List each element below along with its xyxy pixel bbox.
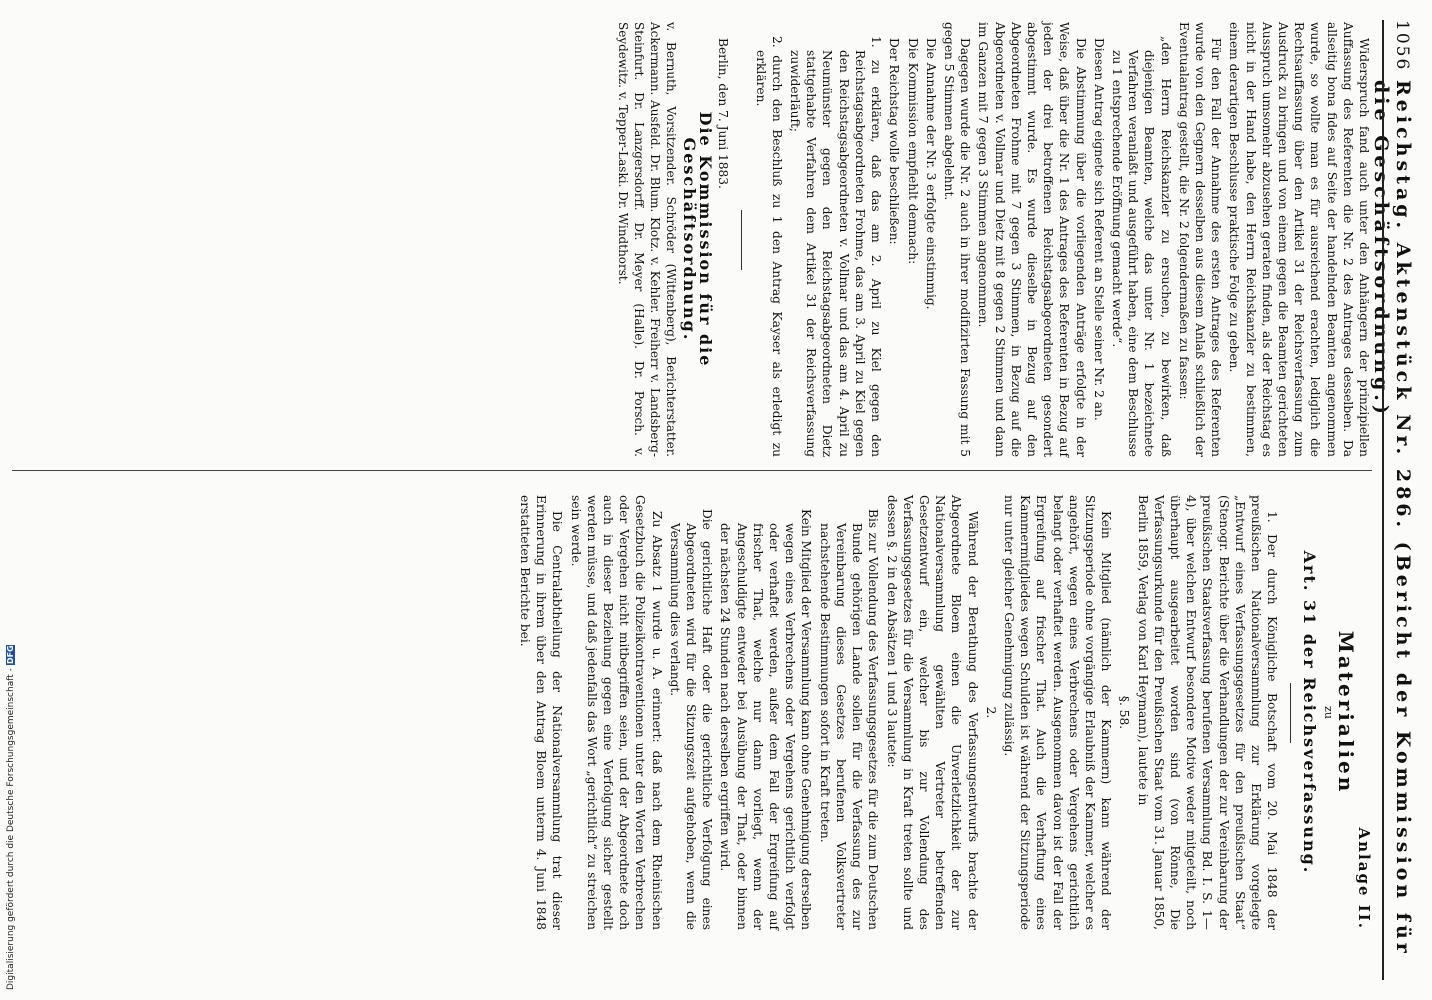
article-heading: Art. 31 der Reichsverfassung.	[1300, 550, 1320, 875]
left-column	[613, 22, 1372, 457]
commission-title: Die Kommission für die Geschäftsordnung.	[680, 111, 716, 368]
signatures: v. Bernuth, Vorsitzender. Schröder (Wittenberg), Berichterstatter. Ackermann. Ausfeld. Dr. Blum. Klotz. v. Kehler. Freiherr v. Landsberg-Steinfurt. Dr. Lanzgersdorff. Dr. Meyer (Halle). Dr. Porsch. v. Seydewitz. v. Tepper-Laski. Dr. Windthorst.	[615, 22, 678, 457]
body-paragraph: Die Abstimmung über die vorliegenden Anträge erfolgte in der Weise, daß über die Nr. 1 des Antrages des Referenten in Bezug auf jeden der drei betroffenen Reichstagsabgeordneten gesondert abgestimmt wurde. Es wurde dieselbe in Bezug auf den Abgeordneten Frohme mit 7 gegen 3 Stimmen, in Bezug auf die Abgeordneten v. Vollmar und Dietz mit 8 gegen 2 Stimmen und dann im Ganzen mit 7 gegen 3 Stimmen angenommen.	[976, 22, 1088, 457]
body-paragraph: Dagegen wurde die Nr. 2 auch in ihrer modifizirten Fassung mit 5 gegen 5 Stimmen abgelehnt.	[941, 22, 973, 457]
dfg-logo: DFG	[6, 645, 15, 665]
body-paragraph: Widerspruch fand auch unter den Anhängern der prinzipiellen Auffassung des Referenten die Nr. 2 des Antrages desselben. Da allseitig bona fides auf Seite der handelnden Beamten angenommen wurde, so wollte man es für ausreichend erachten, lediglich die Rechtsauffassung über den Artikel 31 der Reichsverfassung zum Ausdruck zu bringen und von einem gegen die Beamten gerichteten Ausspruch umsomehr abzusehen geraten finden, als der Reichstag es nicht in der Hand habe, den Herrn Reichskanzler zu bestimmen, einem derartigen Beschlusse praktische Folge zu geben.	[1227, 22, 1371, 457]
body-paragraph: Für den Fall der Annahme des ersten Antrages des Referenten wurde von den Gegnern desselben aus diesem Anlaß schließlich der Eventualantrag gestellt, die Nr. 2 folgendermaßen zu fassen:	[1176, 22, 1224, 457]
recommendation-item: 1. zu erklären, daß das am 2. April zu Kiel gegen den Reichstagsabgeordneten Frohme, das am 3. April zu Kiel gegen den Reichstagsabgeordneten v. Vollmar und das am 4. April zu Neumünster gegen den Reichstagsabgeordneten Dietz stattgehabte Verfahren dem Artikel 31 der Reichsverfassung zuwiderläuft;	[788, 36, 884, 457]
quoted-provision: Die gerichtliche Haft oder die gerichtliche Verfolgung eines Abgeordneten wird für die Sitzungszeit aufgehoben, wenn die Versammlung dies verlangt.	[667, 509, 715, 930]
materials-heading: Materialien	[1333, 630, 1358, 795]
quoted-provision: Bis zur Vollendung des Verfassungsgesetzes für die zum Deutschen Bunde gehörigen Lande sollen für die Verfassung des zur Vereinbarung dieses Gesetzes berufenen Volksvertreter nachstehende Bestimmungen sofort in Kraft treten.	[817, 509, 881, 930]
body-paragraph: Diesen Antrag eignete sich Referent an Stelle seiner Nr. 2 an.	[1091, 38, 1106, 421]
body-paragraph: Die Centralabtheilung der Nationalversammlung trat dieser Erinnerung in ihrem über den Antrag Bloem unterm 4. Juni 1848 erstatteten Berichte bei.	[518, 495, 565, 930]
page-header	[1370, 20, 1418, 980]
date-line: Berlin, den 7. Juni 1883.	[716, 38, 731, 189]
separator-rule	[741, 210, 742, 270]
quoted-provision: Kein Mitglied der Versammlung kann ohne Genehmigung derselben wegen eines Verbrechens oder Vergehens gerichtlich verfolgt oder verhaftet werden, außer dem Fall der Ergreifung auf frischer That, welche nur dann vorliegt, wenn der Angeschuldigte entweder bei Ausübung der That, oder binnen der nächsten 24 Stunden nach derselben ergriffen wird.	[718, 509, 814, 930]
page-number: 1056	[1392, 20, 1412, 72]
quoted-motion: „den Herrn Reichskanzler zu ersuchen, zu bewirken, daß diejenigen Beamten, welche das unter Nr. 1 bezeichnete Verfahren veranlaßt und ausgeführt haben, eine dem Beschlusse zu 1 entsprechende Eröffnung gemacht werde“.	[1109, 36, 1173, 457]
body-paragraph: Während der Berathung des Verfassungsentwurfs brachte der Abgeordnete Bloem einen die Unverletzlichkeit der zur Nationalversammlung gewählten Vertreter betreffenden Gesetzentwurf ein, welcher bis zur Vollendung des Verfassungsgesetzes für die Versammlung in Kraft treten sollte und dessen §. 2 in den Absätzen 1 und 3 lautete:	[884, 495, 980, 930]
running-title: Reichstag. Aktenstück Nr. 286. (Bericht der Kommission für die Geschäftsordnung.)	[1370, 80, 1414, 957]
heading-zu: zu	[1321, 706, 1335, 719]
credit-text: Digitalisierung gefördert durch die Deutsche Forschungsgemeinschaft	[6, 674, 16, 990]
body-paragraph: 1. Der durch Königliche Botschaft vom 20. Mai 1848 der preußischen Nationalversammlung zur Erklärung vorgelegte „Entwurf eines Verfassungsgesetzes für den preußischen Staat“ (Stenogr. Berichte über die Verhandlungen der zur Vereinbarung der preußischen Staatsverfassung berufenen Versammlung Bd. I. S. 1—4), über welchen Entwurf besondere Motive weder mitgeteilt, noch überhaupt ausgearbeitet worden sind (von Rönne, Die Verfassungsurkunde für den Preußischen Staat vom 31. Januar 1850, Berlin 1859, Verlag von Karl Heymann), lautete in	[1135, 495, 1280, 930]
body-paragraph: Zu Absatz 1 wurde u. A. erinnert: daß nach dem Rheinischen Gesetzbuch die Polizeikontraventionen unter den Worten Verbrechen oder Vergehen nicht mitbegriffen seien, und der Abgeordnete doch auch in dieser Beziehung gegen eine Verfolgung sicher gestellt werden müsse, und daß jedenfalls das Wort „gerichtlich“ zu streichen sein werde.	[568, 495, 664, 930]
recommendation-intro: Die Kommission empfiehlt demnach:	[905, 38, 920, 265]
recommendation-lead: Der Reichstag wolle beschließen:	[887, 38, 902, 245]
header-rule	[1382, 20, 1384, 980]
section-58-text: Kein Mitglied (nämlich der Kammern) kann während der Sitzungsperiode ohne vorgängige Erlaubniß der Kammer, welcher es angehört, wegen eines Verbrechens oder Vergehens gerichtlich belangt oder verhaftet werden. Ausgenommen davon ist der Fall der Ergreifung auf frischer That. Auch die Verhaftung eines Kammermitgliedes wegen Schulden ist während der Sitzungsperiode nur unter gleicher Genehmigung zulässig.	[1001, 495, 1114, 930]
right-column	[515, 495, 1372, 930]
column-divider	[12, 470, 1372, 471]
digitization-credit: Digitalisierung gefördert durch die Deutsche Forschungsgemeinschaft - DFG	[6, 645, 16, 990]
separator-rule	[1290, 683, 1291, 743]
body-paragraph: Die Annahme der Nr. 3 erfolgte einstimmig.	[923, 38, 938, 310]
anlage-label: Anlage II.	[1355, 827, 1373, 930]
recommendation-item: 2. durch den Beschluß zu 1 den Antrag Kayser als erledigt zu erklären.	[753, 36, 784, 457]
section-58-title: §. 58.	[1117, 695, 1132, 730]
section-2-number: 2.	[983, 706, 998, 719]
